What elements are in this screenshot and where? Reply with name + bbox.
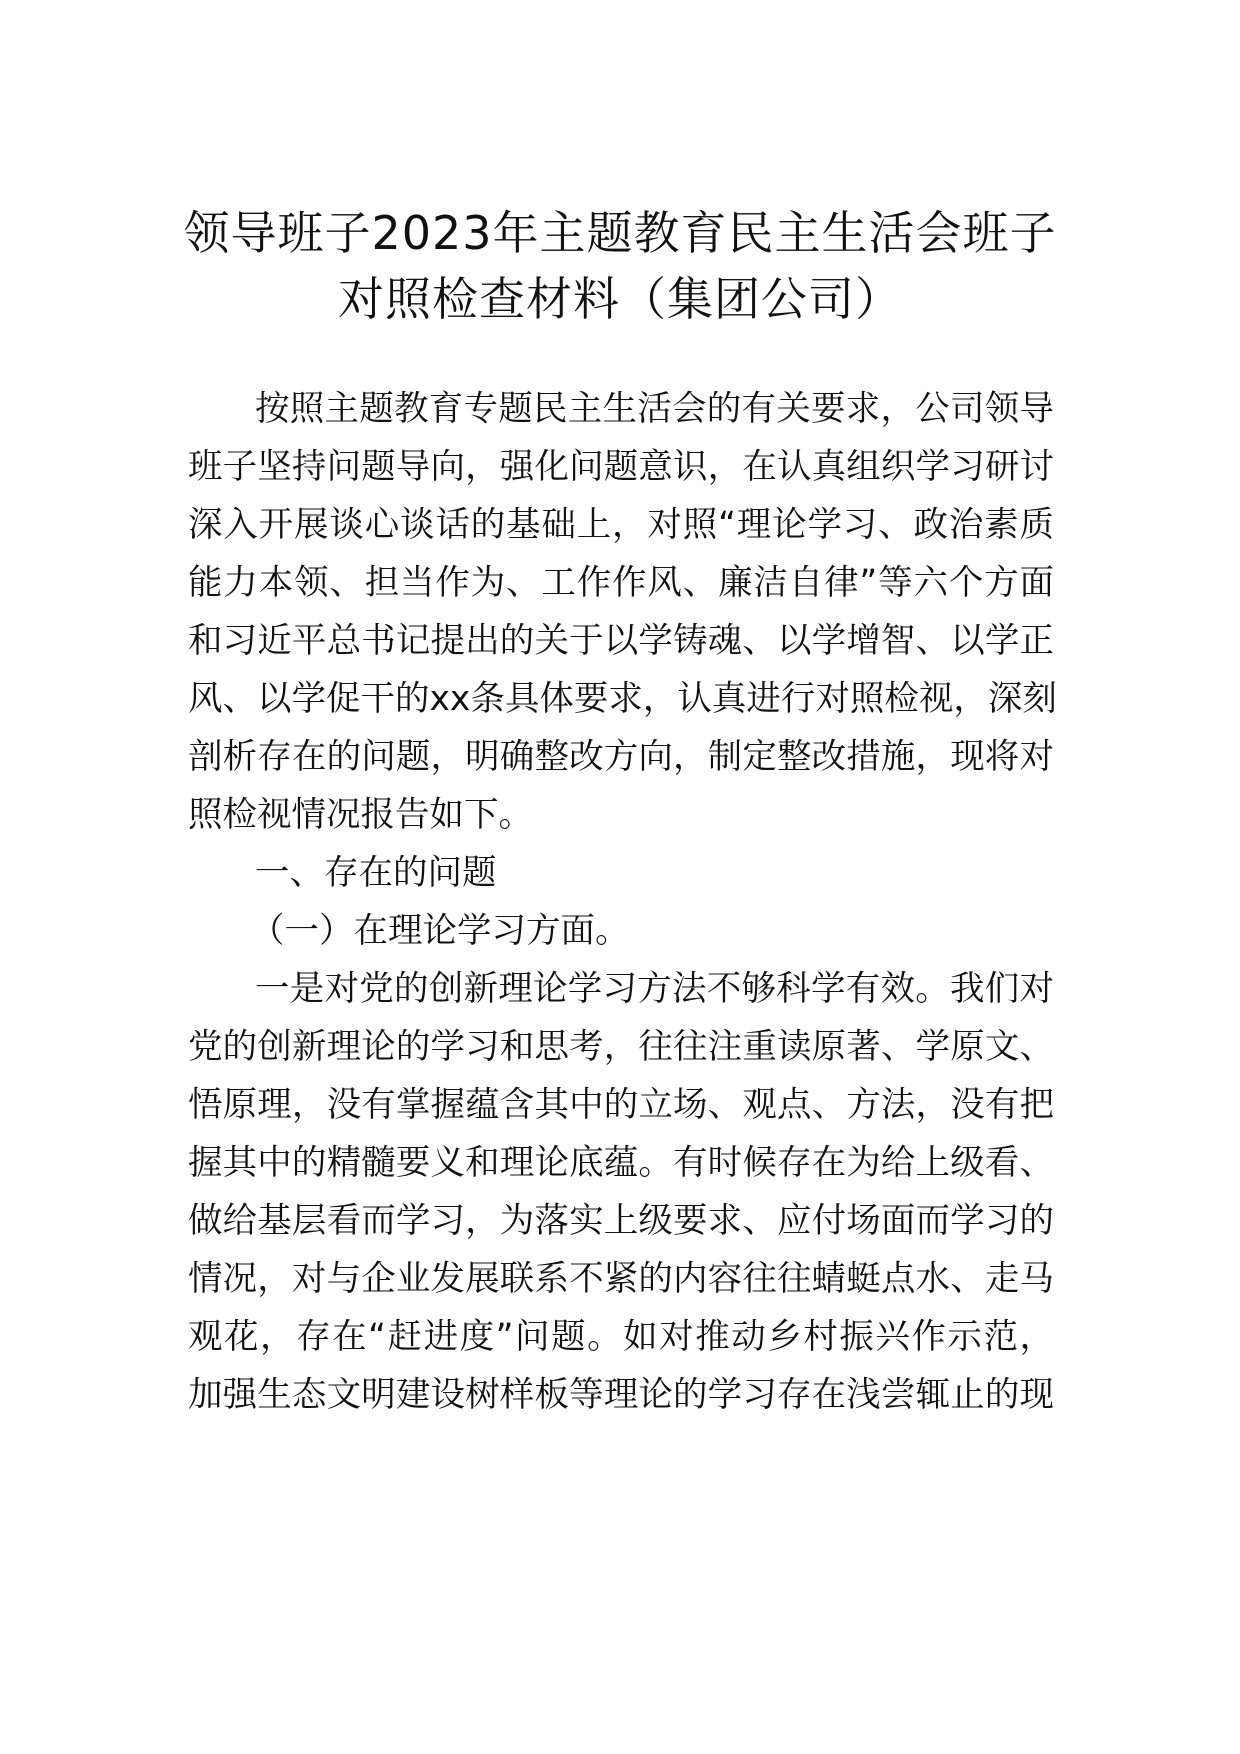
body-line: 班子坚持问题导向，强化问题意识，在认真组织学习研讨 (188, 447, 1054, 487)
body-line: 和习近平总书记提出的关于以学铸魂、以学增智、以学正 (188, 621, 1054, 661)
section-heading: 一、存在的问题 (255, 853, 497, 893)
body-line: 按照主题教育专题民主生活会的有关要求，公司领导 (255, 389, 1054, 429)
body-line: 深入开展谈心谈话的基础上，对照“理论学习、政治素质 (188, 505, 1054, 545)
body-line: 一是对党的创新理论学习方法不够科学有效。我们对 (255, 969, 1054, 1009)
body-line: 做给基层看而学习，为落实上级要求、应付场面而学习的 (188, 1201, 1054, 1241)
document-title-line-2: 对照检查材料（集团公司） (338, 272, 902, 326)
document-title-line-1: 领导班子2023年主题教育民主生活会班子 (183, 206, 1057, 260)
body-line: 悟原理，没有掌握蕴含其中的立场、观点、方法，没有把 (188, 1085, 1054, 1125)
body-line: 加强生态文明建设树样板等理论的学习存在浅尝辄止的现 (188, 1375, 1054, 1415)
body-line: 党的创新理论的学习和思考，往往注重读原著、学原文、 (188, 1027, 1054, 1067)
subsection-heading: （一）在理论学习方面。 (250, 911, 630, 951)
body-line: 情况，对与企业发展联系不紧的内容往往蜻蜓点水、走马 (188, 1259, 1054, 1299)
body-line: 剖析存在的问题，明确整改方向，制定整改措施，现将对 (188, 737, 1054, 777)
body-line: 握其中的精髓要义和理论底蕴。有时候存在为给上级看、 (188, 1143, 1054, 1183)
body-line: 照检视情况报告如下。 (188, 795, 533, 835)
body-line: 观花，存在“赶进度”问题。如对推动乡村振兴作示范， (188, 1317, 1054, 1357)
body-line: 风、以学促干的xx条具体要求，认真进行对照检视，深刻 (188, 679, 1057, 719)
body-line: 能力本领、担当作为、工作作风、廉洁自律”等六个方面 (188, 563, 1054, 603)
